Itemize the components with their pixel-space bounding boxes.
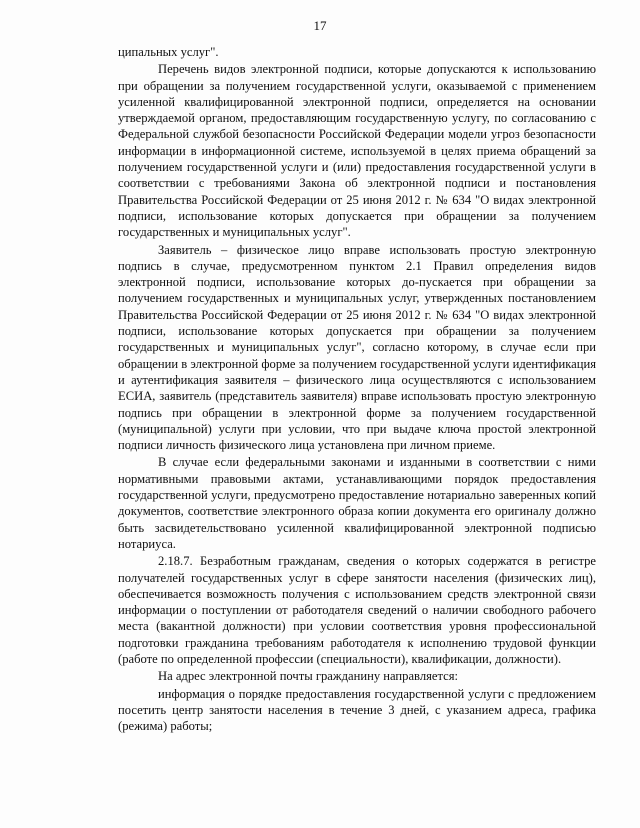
document-body — [118, 44, 596, 735]
paragraph-simple-signature: Заявитель – физическое лицо вправе использовать простую электронную подпись в случае, предусмотренном пунктом 2.1 Правил определения видов электронной подписи, использование которых до-пускается при обращении за получением государственных и муниципальных услуг, утвержденных постановлением Правительства Российской Федерации от 25 июня 2012 г. № 634 "О видах электронной подписи, использование которых допускается при обращении за получением государственных и муниципальных услуг", согласно которому, в случае если при обращении в электронной форме за получением государственной услуги идентификация и аутентификация заявителя – физического лица осуществляются с использованием ЕСИА, заявитель (представитель заявителя) вправе использовать простую электронную подпись при обращении в электронной форме за получением государственной (муниципальной) услуги при условии, что при выдаче ключа простой электронной подписи личность физического лица установлена при личном приеме. — [118, 242, 596, 453]
paragraph-section-2-18-7: 2.18.7. Безработным гражданам, сведения о которых содержатся в регистре получателей государственных услуг в сфере занятости населения (физических лиц), обеспечивается возможность получения с использованием средств электронной связи информации о поступлении от работодателя сведений о наличии свободного рабочего места (вакантной должности) при условии соответствия уровня профессиональной подготовки гражданина требованиям работодателя к исполнению трудовой функции (работе по определенной профессии (специальности), квалификации, должности). — [118, 554, 596, 666]
paragraph-notarized-copies: В случае если федеральными законами и изданными в соответствии с ними нормативными правовыми актами, устанавливающими порядок предоставления государственной услуги, предусмотрено предоставление нотариально заверенных копий документов, соответствие электронного образа копии документа его оригиналу должно быть засвидетельствовано усиленной квалифицированной электронной подписью нотариуса. — [118, 455, 596, 551]
page-number: 17 — [313, 18, 327, 33]
paragraph-email-info: информация о порядке предоставления государственной услуги с предложением посетить центр занятости населения в течение 3 дней, с указанием адреса, графика (режима) работы; — [118, 686, 596, 734]
paragraph-email-intro: На адрес электронной почты гражданину направляется: — [158, 669, 459, 684]
paragraph-continuation: ципальных услуг". — [118, 45, 219, 59]
paragraph-signature-types: Перечень видов электронной подписи, которые допускаются к использованию при обращении за получением государственной услуги, оказываемой с применением усиленной квалифицированной электронной подписи, определяется на основании утверждаемой органом, предоставляющим государственную услугу, по согласованию с Федеральной службой безопасности Российской Федерации модели угроз безопасности информации в информационной системе, используемой в целях приема обращений за получением государственной услуги и (или) предоставления государственной услуги в соответствии с требованиями Закона об электронной подписи и постановления Правительства Российской Федерации от 25 июня 2012 г. № 634 "О видах электронной подписи, использование которых допускается при обращении за получением государственных и муниципальных услуг". — [118, 62, 596, 240]
